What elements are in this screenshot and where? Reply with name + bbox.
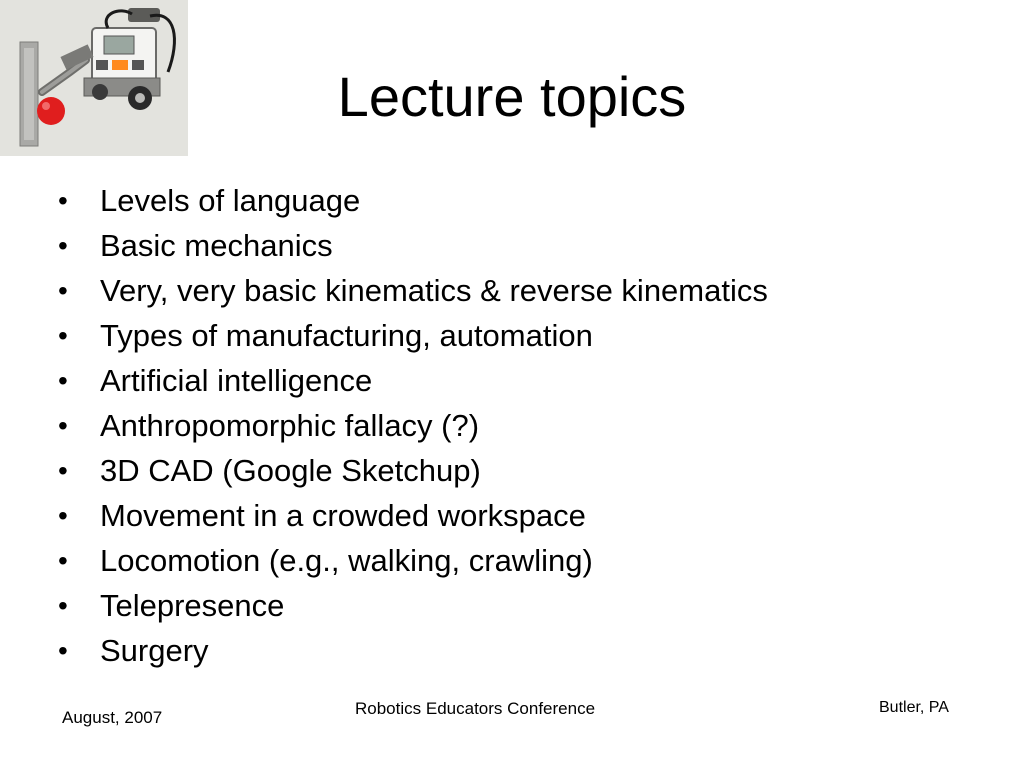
footer-date: August, 2007 (62, 708, 163, 727)
topic-item (0, 538, 1000, 583)
topic-text: Levels of language (100, 183, 361, 218)
topic-text: Anthropomorphic fallacy (?) (100, 408, 480, 443)
bullet-icon: • (58, 455, 68, 486)
topic-item (0, 493, 1000, 538)
footer-conference: Robotics Educators Conference (355, 699, 596, 718)
bullet-icon: • (58, 410, 68, 441)
topic-item (0, 448, 1000, 493)
topic-text: Locomotion (e.g., walking, crawling) (100, 543, 593, 578)
topic-text: Very, very basic kinematics & reverse kinematics (100, 273, 768, 308)
topic-list (0, 178, 1000, 673)
topic-item (0, 178, 1000, 223)
topic-item (0, 628, 1000, 673)
topic-item (0, 403, 1000, 448)
topic-item (0, 268, 1000, 313)
topic-text: Basic mechanics (100, 228, 333, 263)
topic-item (0, 223, 1000, 268)
topic-text: Telepresence (100, 588, 285, 623)
bullet-icon: • (58, 500, 68, 531)
bullet-icon: • (58, 320, 68, 351)
bullet-icon: • (58, 365, 68, 396)
slide-title-text: Lecture topics (337, 65, 687, 128)
topic-text: 3D CAD (Google Sketchup) (100, 453, 481, 488)
topic-text: Types of manufacturing, automation (100, 318, 593, 353)
footer-location: Butler, PA (879, 699, 949, 716)
bullet-icon: • (58, 590, 68, 621)
topic-item (0, 358, 1000, 403)
bullet-icon: • (58, 545, 68, 576)
bullet-icon: • (58, 275, 68, 306)
topic-item (0, 583, 1000, 628)
bullet-icon: • (58, 230, 68, 261)
slide-title (0, 62, 1024, 132)
topic-text: Surgery (100, 633, 209, 668)
topic-text: Movement in a crowded workspace (100, 498, 586, 533)
bullet-icon: • (58, 185, 68, 216)
topic-text: Artificial intelligence (100, 363, 373, 398)
topic-item (0, 313, 1000, 358)
bullet-icon: • (58, 635, 68, 666)
